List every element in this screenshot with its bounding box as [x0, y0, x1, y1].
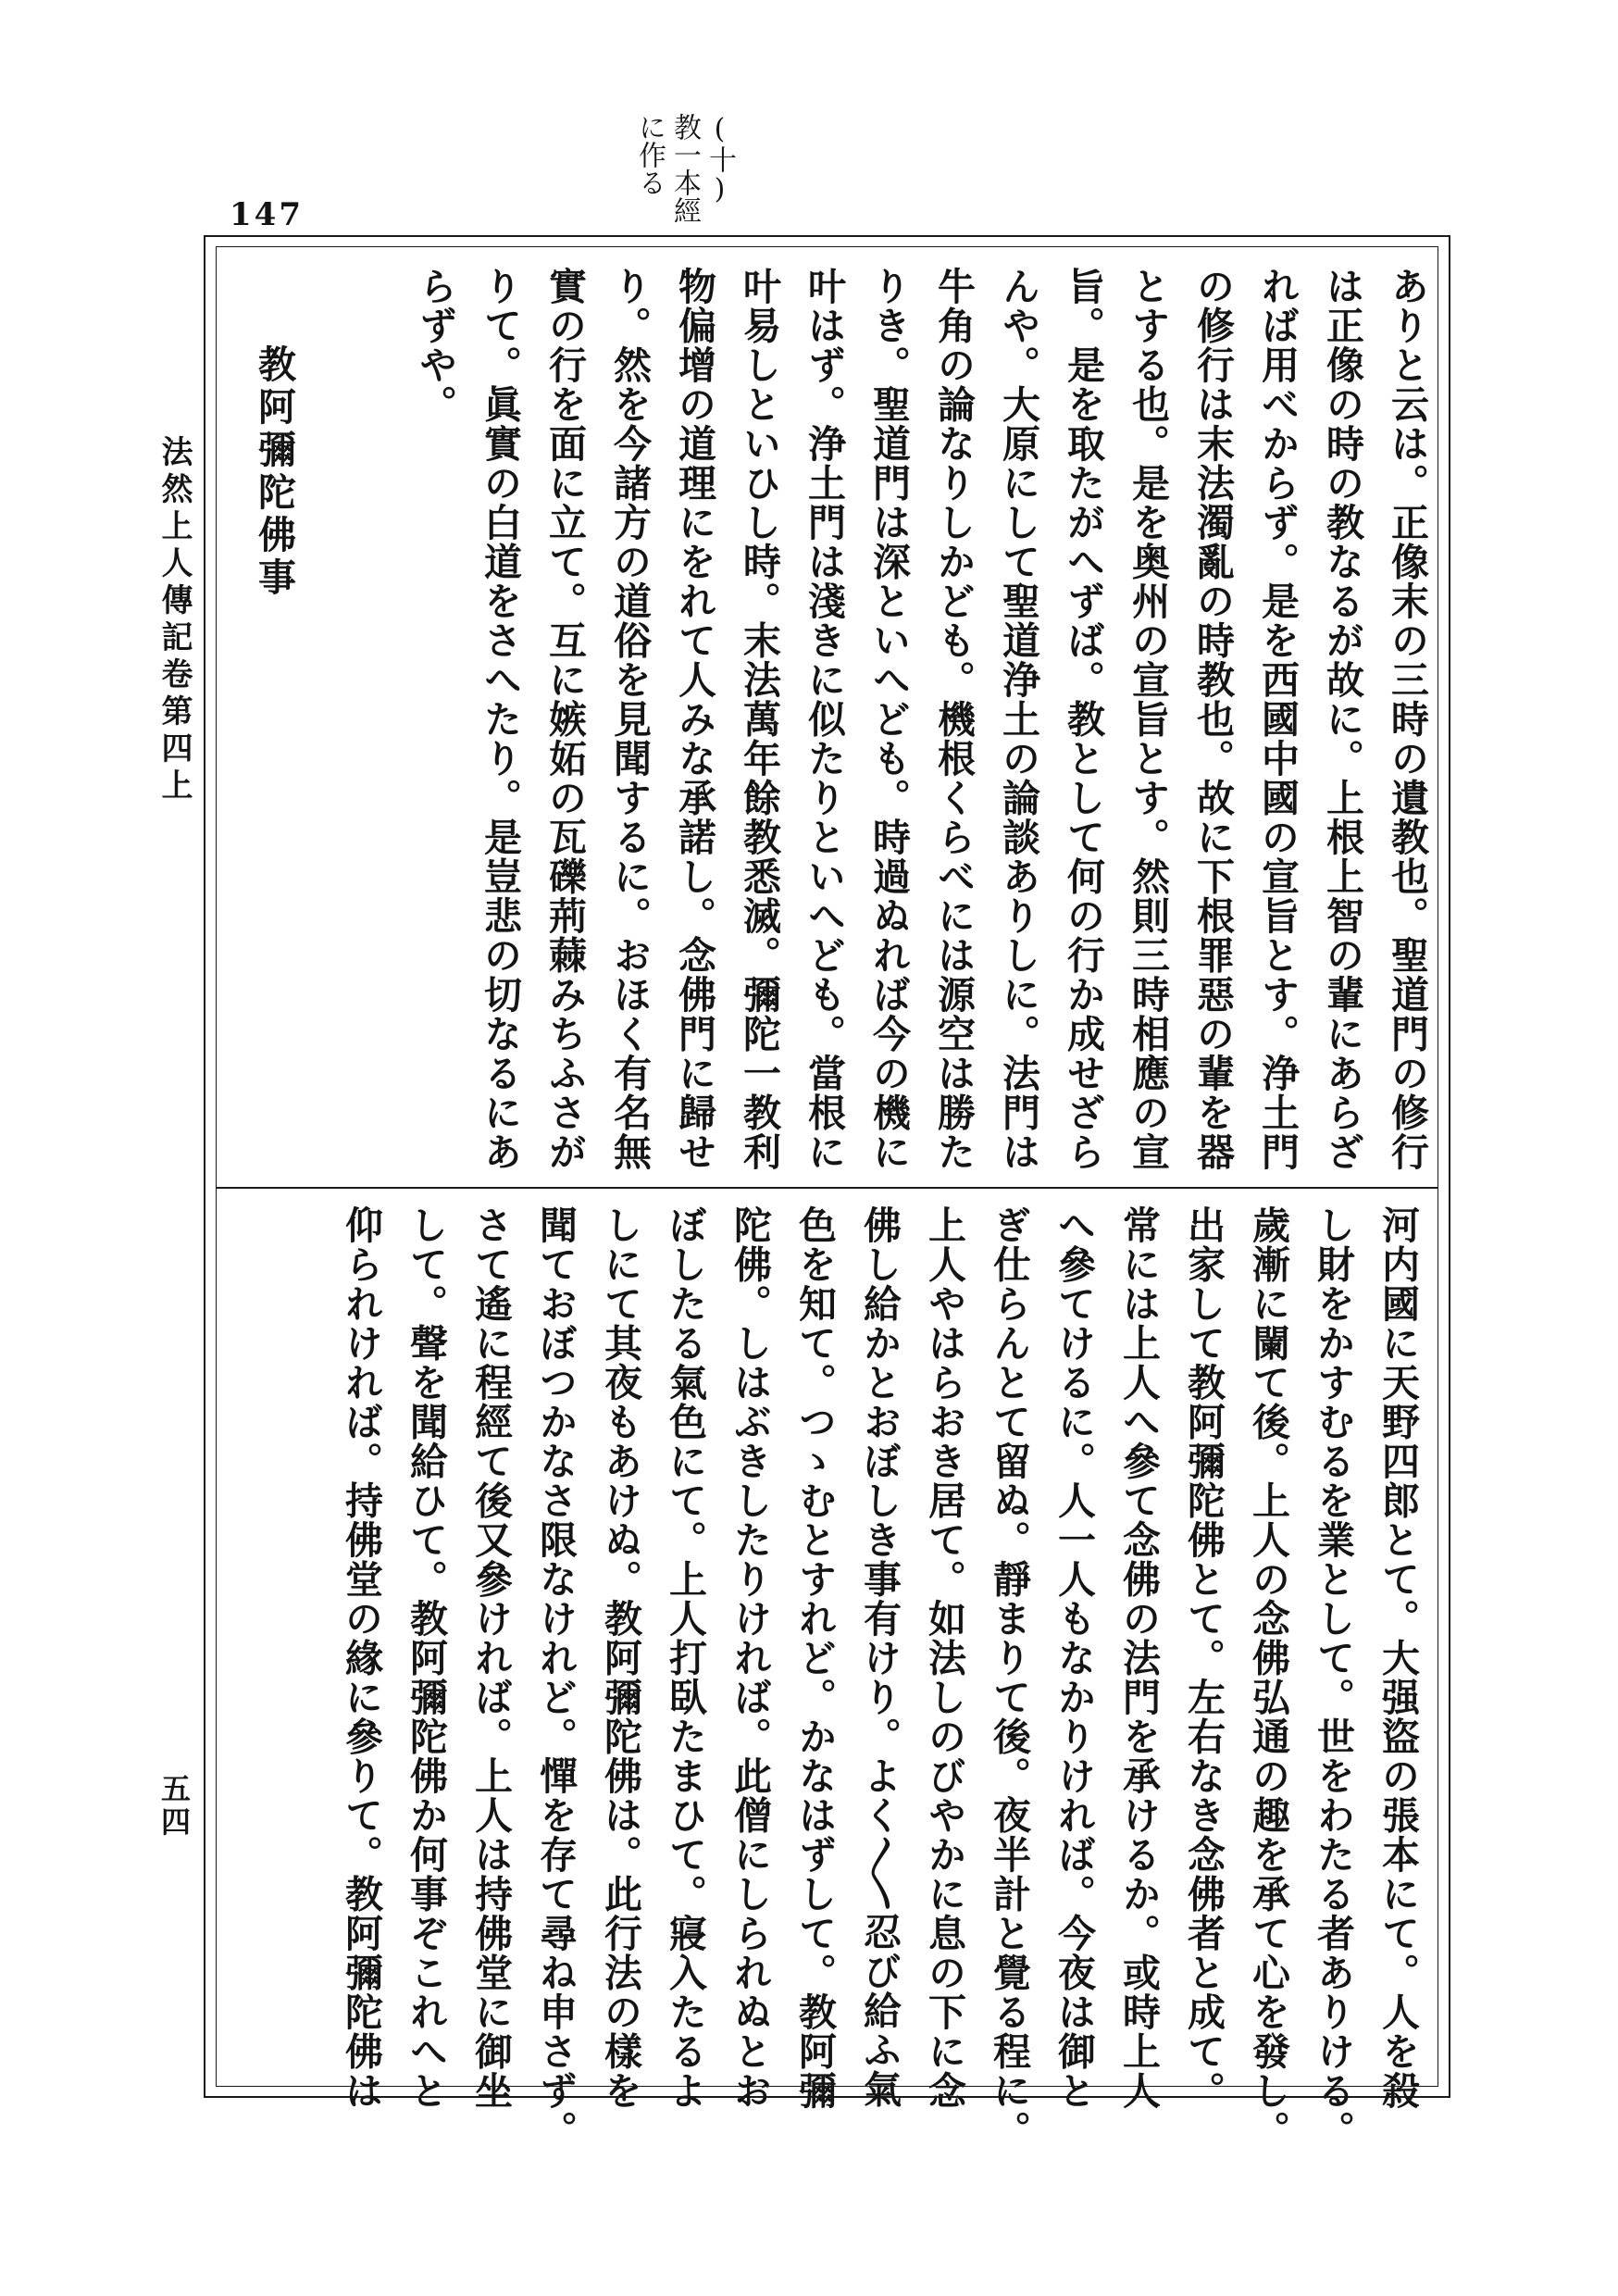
text-column: 牛角の論なりしかども。機根くらべには源空は勝た [931, 267, 976, 1172]
text-column: れば用べからず。是を西國中國の宣旨とす。浄土門 [1255, 267, 1300, 1172]
text-column: 叶はず。浄土門は淺きに似たりといへども。當根に [802, 267, 846, 1172]
headnote-line: (十) [703, 113, 736, 206]
text-column: 常には上人へ參て念佛の法門を承けるか。或時上人 [1116, 1205, 1161, 2111]
headnote [633, 113, 735, 224]
text-column: 聞ておぼつかなさ限なけれど。憚を存て尋ね申さず。 [533, 1205, 578, 2150]
headnote-line: に作る [633, 113, 666, 196]
text-column: へ參てけるに。人一人もなかりければ。今夜は御と [1052, 1205, 1096, 2111]
section-divider [216, 1187, 1438, 1189]
page-number: 147 [230, 196, 304, 233]
text-column: さて遙に程經て後又參ければ。上人は持佛堂に御坐 [468, 1205, 513, 2111]
text-column: 物偏增の道理にをれて人みな承諾し。念佛門に歸せ [672, 267, 716, 1172]
text-column: り。然を今諸方の道俗を見聞するに。おほく有名無 [607, 267, 652, 1172]
running-title: 法然上人傳記卷第四上 [156, 435, 193, 805]
text-column: 上人やはらおき居て。如法しのびやかに息の下に念 [922, 1205, 966, 2111]
text-column: しにて其夜もあけぬ。教阿彌陀佛は。此行法の樣を [598, 1205, 642, 2111]
text-column: りき。聖道門は深といへども。時過ぬれば今の機に [866, 267, 911, 1172]
text-column: んや。大原にして聖道浄土の論談ありしに。法門は [996, 267, 1040, 1172]
text-column: とする也。是を奥州の宣旨とす。然則三時相應の宣 [1126, 267, 1170, 1172]
text-column: し財をかすむるを業として。世をわたる者ありける。 [1311, 1205, 1355, 2150]
chapter-heading: 教阿彌陀佛事 [252, 344, 296, 600]
text-column: 出家して教阿彌陀佛とて。左右なき念佛者と成て。 [1181, 1205, 1226, 2111]
text-column: 河内國に天野四郎とて。大强盜の張本にて。人を殺 [1375, 1205, 1420, 2111]
headnote-line: 教一本經 [668, 113, 701, 224]
text-column: は正像の時の教なるが故に。上根上智の輩にあらざ [1320, 267, 1364, 1172]
text-column: 佛し給かとおぼしき事有けり。よく〳〵忍び給ふ氣 [857, 1205, 902, 2109]
text-column: らずや。 [413, 267, 457, 424]
top-text-block [305, 267, 1439, 1172]
text-column: 色を知て。つゝむとすれど。かなはずして。教阿彌 [792, 1205, 837, 2111]
text-column: ありと云は。正像末の三時の遺教也。聖道門の修行 [1385, 267, 1429, 1172]
text-column: ぼしたる氣色にて。上人打臥たまひて。寢入たるよ [663, 1205, 707, 2111]
bottom-text-block [236, 1205, 1430, 2150]
text-column: りて。眞實の白道をさへたり。是豈悲の切なるにあ [478, 267, 522, 1172]
text-column: の修行は末法濁亂の時教也。故に下根罪惡の輩を器 [1190, 267, 1235, 1172]
text-column: 歲漸に闌て後。上人の念佛弘通の趣を承て心を發し。 [1246, 1205, 1290, 2150]
text-column: 旨。是を取たがへずば。教として何の行か成せざら [1061, 267, 1105, 1172]
text-column: 陀佛。しはぶきしたりければ。此僧にしられぬとお [728, 1205, 772, 2111]
folio: 五四 [156, 1773, 192, 1840]
text-column: ぎ仕らんとて留ぬ。靜まりて後。夜半計と覺る程に。 [987, 1205, 1031, 2150]
text-column: 實の行を面に立て。互に嫉妬の瓦礫荊蕀みちふさが [542, 267, 587, 1172]
text-column: 仰られければ。持佛堂の緣に參りて。教阿彌陀佛は [339, 1205, 383, 2111]
text-column: して。聲を聞給ひて。教阿彌陀佛か何事ぞこれへと [404, 1205, 448, 2111]
text-column: 叶易しといひし時。末法萬年餘教悉滅。彌陀一教利 [737, 267, 781, 1172]
